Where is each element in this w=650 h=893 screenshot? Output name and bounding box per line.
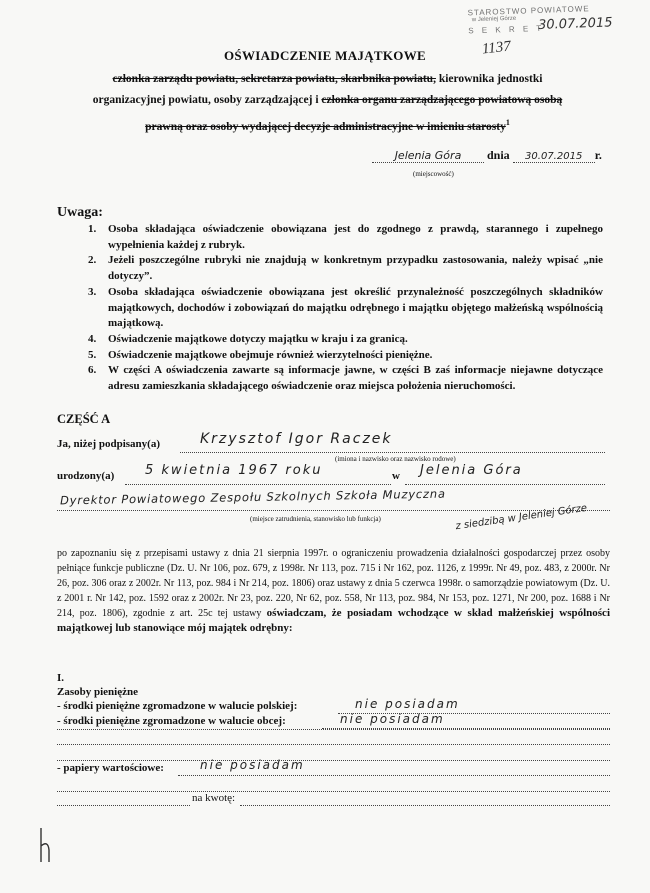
subtitle-line-1 (40, 69, 615, 90)
document-title: OŚWIADCZENIE MAJĄTKOWE (224, 48, 426, 63)
securities-line-2 (57, 791, 610, 792)
dnia-label: dnia (487, 148, 510, 162)
place-value: Jelenia Góra (372, 149, 484, 163)
employment-caption: (miejsce zatrudnienia, stanowisko lub funkcja) (250, 515, 381, 523)
securities-label: - papiery wartościowe: (57, 762, 164, 774)
amount-label: na kwotę: (192, 792, 236, 804)
section-roman: I. (57, 672, 65, 684)
legal-paragraph (57, 546, 610, 636)
place-date-row (372, 148, 602, 163)
uwaga-heading: Uwaga: (57, 205, 103, 220)
subtitle-kept-2: organizacyjnej powiatu, osoby zarządzającej i (92, 94, 319, 106)
pln-label: - środki pieniężne zgromadzone w walucie polskiej: (57, 700, 298, 712)
subtitle-struck-3: prawną oraz osoby wydającej decyzje administracyjne w imieniu starosty (145, 120, 506, 133)
handwritten-mark (38, 826, 52, 864)
date-value: 30.07.2015 (513, 151, 595, 163)
legal-paragraph-text: po zapoznaniu się z przepisami ustawy z dnia 21 sierpnia 1997r. o ograniczeniu prowadzenia działalności gospodarczej przez osoby pełniące funkcje publiczne (Dz. U. Nr 106, poz. 679, z 1998r. Nr 113, poz. 715 i Nr 162, poz. 1126, z 1999r. Nr 49, poz. 483, z 2000r. Nr 26, poz. 306 oraz z 2002r. Nr 113, poz. 984 i Nr 214, poz. 1806) oraz ustawy z dnia 5 czerwca 1998r. o samorządzie powiatowym (Dz. U. z 2001 r. Nr 142, poz. 1592 oraz z 2002r. Nr 23, poz. 220, Nr 62, poz. 558, Nr 113, poz. 984, Nr 153, poz. 1271, Nr 200, poz. 1688 i Nr 214, poz. 1806), zgodnie z art. 25c tej ustawy (57, 548, 610, 619)
podpisany-caption: (imiona i nazwisko oraz nazwisko rodowe) (335, 455, 456, 463)
registry-stamp (461, 1, 612, 44)
uwaga-item-3: 3. Osoba składająca oświadczenie obowiązana jest określić przynależność poszczególnych składników majątkowych, dochodów i zobowiązań do majątku odrębnego i majątku objętego małżeńską wspólnością majątkową. (88, 285, 603, 330)
stamp-line-3: S E K R E T (468, 23, 545, 36)
urodzony-value: 5 kwietnia 1967 roku (145, 463, 323, 478)
pln-line-2 (57, 729, 610, 730)
subtitle-line-3 (40, 112, 615, 138)
subtitle-footnote: 1 (505, 118, 510, 127)
uwaga-item-1: 1. Osoba składająca oświadczenie obowiązana jest do zgodnego z prawdą, starannego i zupełnego wypełnienia każdej z rubryk. (88, 223, 603, 251)
stamp-line-2: w Jeleniej Górze (471, 15, 517, 24)
amount-leader (57, 805, 190, 806)
w-label: w (392, 470, 400, 482)
urodzony-label: urodzony(a) (57, 470, 115, 482)
podpisany-label: Ja, niżej podpisany(a) (57, 438, 160, 450)
uwaga-list (88, 222, 603, 395)
subtitle-line-2 (40, 90, 615, 111)
subtitle-struck-2: członka organu zarządzającego powiatową osobą (321, 94, 563, 106)
employment-value: Dyrektor Powiatowego Zespołu Szkolnych Szkoła Muzyczna (59, 486, 446, 508)
securities-line (178, 775, 610, 776)
uwaga-item-5: 5. Oświadczenie majątkowe obejmuje również wierzytelności pieniężne. (88, 348, 433, 361)
foreign-line-3 (57, 760, 610, 761)
stamp-line-1: STAROSTWO POWIATOWE (467, 4, 590, 18)
date-suffix: r. (594, 148, 602, 162)
foreign-value: nie posiadam (340, 712, 445, 726)
stamp-date: 30.07.2015 (537, 15, 613, 33)
securities-value: nie posiadam (200, 758, 305, 772)
foreign-line (322, 728, 610, 729)
uwaga-item-6: 6. W części A oświadczenia zawarte są informacje jawne, w części B zaś informacje niejawne dotyczące adresu zamieszkania składającego oświadczenie oraz miejsca położenia nieruchomości. (88, 364, 603, 393)
czesc-a-heading: CZĘŚĆ A (57, 412, 111, 426)
stamp-number: 1137 (481, 38, 512, 58)
urodzony-place: Jelenia Góra (420, 463, 523, 478)
subtitle-struck-1: członka zarządu powiatu, sekretarza powiatu, skarbnika powiatu, (112, 73, 436, 85)
uwaga-item-4: 4. Oświadczenie majątkowe dotyczy majątku w kraju i za granicą. (88, 332, 408, 345)
employment-value-2: z siedzibą w Jeleniej Górze (454, 502, 588, 533)
foreign-label: - środki pieniężne zgromadzone w walucie obcej: (57, 715, 286, 727)
pln-value: nie posiadam (355, 697, 460, 711)
urodzony-place-line (405, 484, 605, 485)
podpisany-line (180, 452, 605, 453)
place-caption: (miejscowość) (413, 170, 454, 178)
urodzony-line (125, 484, 391, 485)
foreign-line-2 (57, 744, 610, 745)
amount-line (240, 805, 610, 806)
legal-paragraph-bold: oświadczam, że posiadam wchodzące w skład małżeńskiej wspólności majątkowej lub stanowiące mój majątek odrębny: (57, 607, 610, 634)
podpisany-value: Krzysztof Igor Raczek (200, 431, 393, 447)
subtitle-kept-1: kierownika jednostki (438, 73, 543, 85)
section-heading: Zasoby pieniężne (57, 686, 138, 698)
uwaga-item-2: 2. Jeżeli poszczególne rubryki nie znajdują w konkretnym przypadku zastosowania, należy wpisać „nie dotyczy”. (88, 254, 603, 283)
